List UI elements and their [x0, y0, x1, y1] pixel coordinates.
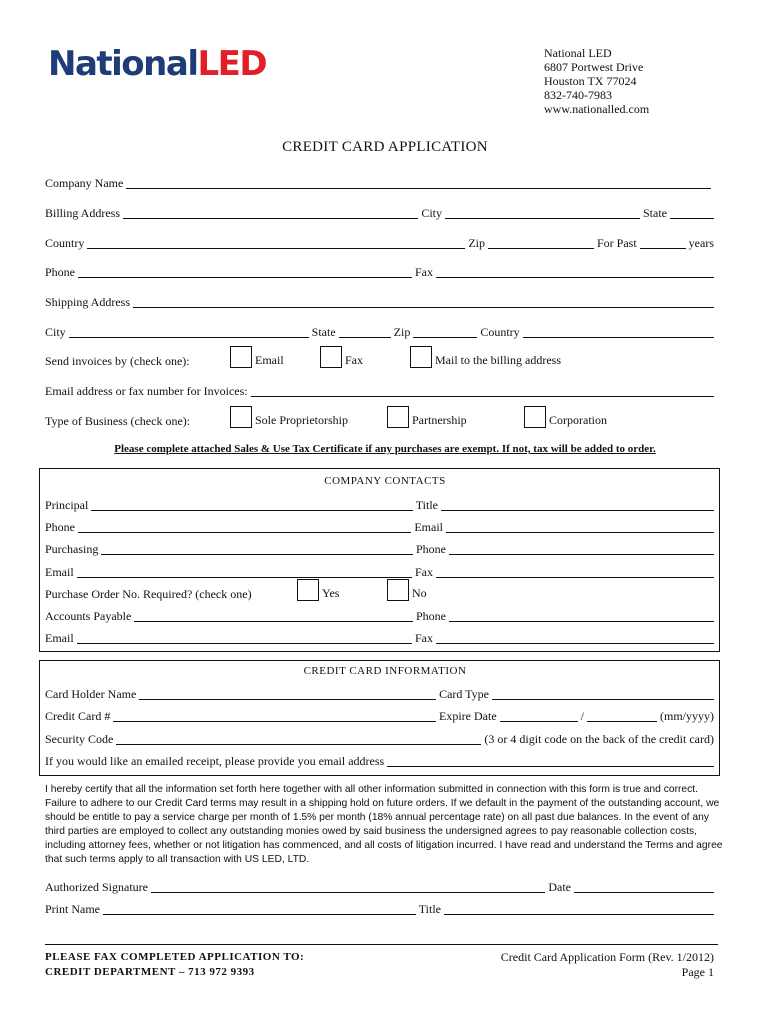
contact-phone-field[interactable] — [78, 520, 411, 533]
business-type-label: Type of Business (check one): — [45, 414, 191, 428]
accounts-payable-email-row: Email Fax — [45, 630, 714, 646]
page-title: CREDIT CARD APPLICATION — [282, 139, 488, 155]
accounts-payable-email-field[interactable] — [77, 631, 412, 644]
accounts-payable-row: Accounts Payable Phone — [45, 608, 714, 624]
send-invoices-label: Send invoices by (check one): — [45, 354, 190, 368]
card-number-field[interactable] — [113, 709, 436, 722]
print-name-field[interactable] — [103, 902, 416, 915]
purchasing-row: Purchasing Phone — [45, 541, 714, 557]
company-name-row: Company Name — [45, 175, 714, 191]
shipping-city-field[interactable] — [69, 325, 309, 338]
expire-month-field[interactable] — [500, 709, 578, 722]
shipping-address-field[interactable] — [133, 295, 714, 308]
shipping-state-field[interactable] — [339, 325, 391, 338]
tax-notice: Please complete attached Sales & Use Tax Certificate if any purchases are exempt. If not, tax will be added to order. — [114, 443, 656, 455]
credit-card-heading: CREDIT CARD INFORMATION — [303, 665, 467, 677]
invoice-email-fax-row: Email address or fax number for Invoices: — [45, 383, 714, 399]
card-holder-field[interactable] — [139, 687, 436, 700]
principal-row: Principal Title — [45, 497, 714, 513]
page-number: Page 1 — [681, 965, 714, 979]
billing-address-row: Billing Address City State — [45, 205, 714, 221]
form-revision: Credit Card Application Form (Rev. 1/2012) Page 1 — [500, 950, 714, 979]
fax-field[interactable] — [436, 265, 714, 278]
signature-field[interactable] — [151, 880, 545, 893]
company-contacts-section — [39, 468, 720, 652]
purchasing-field[interactable] — [101, 542, 413, 555]
shipping-zip-field[interactable] — [413, 325, 477, 338]
shipping-city-row: City State Zip Country — [45, 324, 714, 340]
accounts-payable-fax-field[interactable] — [436, 631, 714, 644]
purchasing-email-field[interactable] — [77, 565, 412, 578]
po-required-label: Purchase Order No. Required? (check one) — [45, 587, 252, 601]
accounts-payable-field[interactable] — [134, 609, 413, 622]
card-holder-row: Card Holder Name Card Type — [45, 686, 714, 702]
phone-row: Phone Fax — [45, 264, 714, 280]
contact-phone-row: Phone Email — [45, 519, 714, 535]
corporation-option[interactable]: Corporation — [524, 406, 607, 428]
shipping-country-field[interactable] — [523, 325, 714, 338]
invoice-email-fax-field[interactable] — [251, 384, 714, 397]
zip-field[interactable] — [488, 236, 594, 249]
national-led-logo: NationalLED — [48, 44, 267, 84]
invoice-mail-option[interactable]: Mail to the billing address — [410, 346, 561, 368]
po-no-checkbox[interactable] — [387, 579, 409, 601]
signature-row: Authorized Signature Date — [45, 879, 714, 895]
purchasing-fax-field[interactable] — [436, 565, 714, 578]
invoice-email-checkbox[interactable] — [230, 346, 252, 368]
card-number-row: Credit Card # Expire Date / (mm/yyyy) — [45, 709, 714, 723]
expire-year-field[interactable] — [587, 709, 657, 722]
sole-proprietorship-checkbox[interactable] — [230, 406, 252, 428]
signature-date-field[interactable] — [574, 880, 714, 893]
phone-field[interactable] — [78, 265, 412, 278]
print-title-field[interactable] — [444, 902, 714, 915]
security-code-field[interactable] — [116, 732, 481, 745]
company-address: National LED 6807 Portwest Drive Houston TX 77024 832-740-7983 www.nationalled.com — [544, 46, 650, 116]
po-no-option[interactable]: No — [387, 579, 427, 601]
billing-state-field[interactable] — [670, 206, 714, 219]
contact-email-field[interactable] — [446, 520, 714, 533]
receipt-email-field[interactable] — [387, 754, 714, 767]
invoice-mail-checkbox[interactable] — [410, 346, 432, 368]
principal-field[interactable] — [91, 498, 412, 511]
billing-address-field[interactable] — [123, 206, 418, 219]
certification-text: I hereby certify that all the information set forth here together with all other information submitted in connection with this form is true and correct. Failure to adhere to our Credit Card terms may result in a shipping hold on future orders. If we default in the payment of the outstanding account, we should be entitle to pay a service charge per month of 1.5% per month (18% annual percentage rate) on all past due balances. In the event of any third parties are employed to collect any outstanding monies owed by said business the undersigned agrees to pay reasonable collection costs, including attorney fees, whether or not litigation has commenced, and all costs of litigation incurred. I have read and understand the Terms and agree that such terms apply to all transaction with US LED, LTD. — [45, 784, 723, 865]
principal-title-field[interactable] — [441, 498, 714, 511]
partnership-option[interactable]: Partnership — [387, 406, 467, 428]
invoice-fax-option[interactable]: Fax — [320, 346, 363, 368]
purchasing-email-row: Email Fax — [45, 564, 714, 580]
receipt-email-row: If you would like an emailed receipt, please provide you email address — [45, 753, 714, 769]
sole-proprietorship-option[interactable]: Sole Proprietorship — [230, 406, 348, 428]
accounts-payable-phone-field[interactable] — [449, 609, 714, 622]
po-yes-option[interactable]: Yes — [297, 579, 339, 601]
invoice-email-option[interactable]: Email — [230, 346, 284, 368]
billing-city-field[interactable] — [445, 206, 640, 219]
corporation-checkbox[interactable] — [524, 406, 546, 428]
country-field[interactable] — [87, 236, 465, 249]
years-field[interactable] — [640, 236, 686, 249]
fax-instructions: PLEASE FAX COMPLETED APPLICATION TO: CREDIT DEPARTMENT – 713 972 9393 — [45, 951, 305, 978]
country-row: Country Zip For Past years — [45, 236, 714, 250]
partnership-checkbox[interactable] — [387, 406, 409, 428]
company-name-field[interactable] — [126, 176, 711, 189]
po-yes-checkbox[interactable] — [297, 579, 319, 601]
print-name-row: Print Name Title — [45, 901, 714, 917]
security-code-row: Security Code (3 or 4 digit code on the back of the credit card) — [45, 732, 714, 746]
footer-divider — [45, 944, 718, 945]
card-type-field[interactable] — [492, 687, 714, 700]
purchasing-phone-field[interactable] — [449, 542, 714, 555]
shipping-address-row: Shipping Address — [45, 294, 714, 310]
company-contacts-heading: COMPANY CONTACTS — [324, 475, 446, 487]
invoice-fax-checkbox[interactable] — [320, 346, 342, 368]
